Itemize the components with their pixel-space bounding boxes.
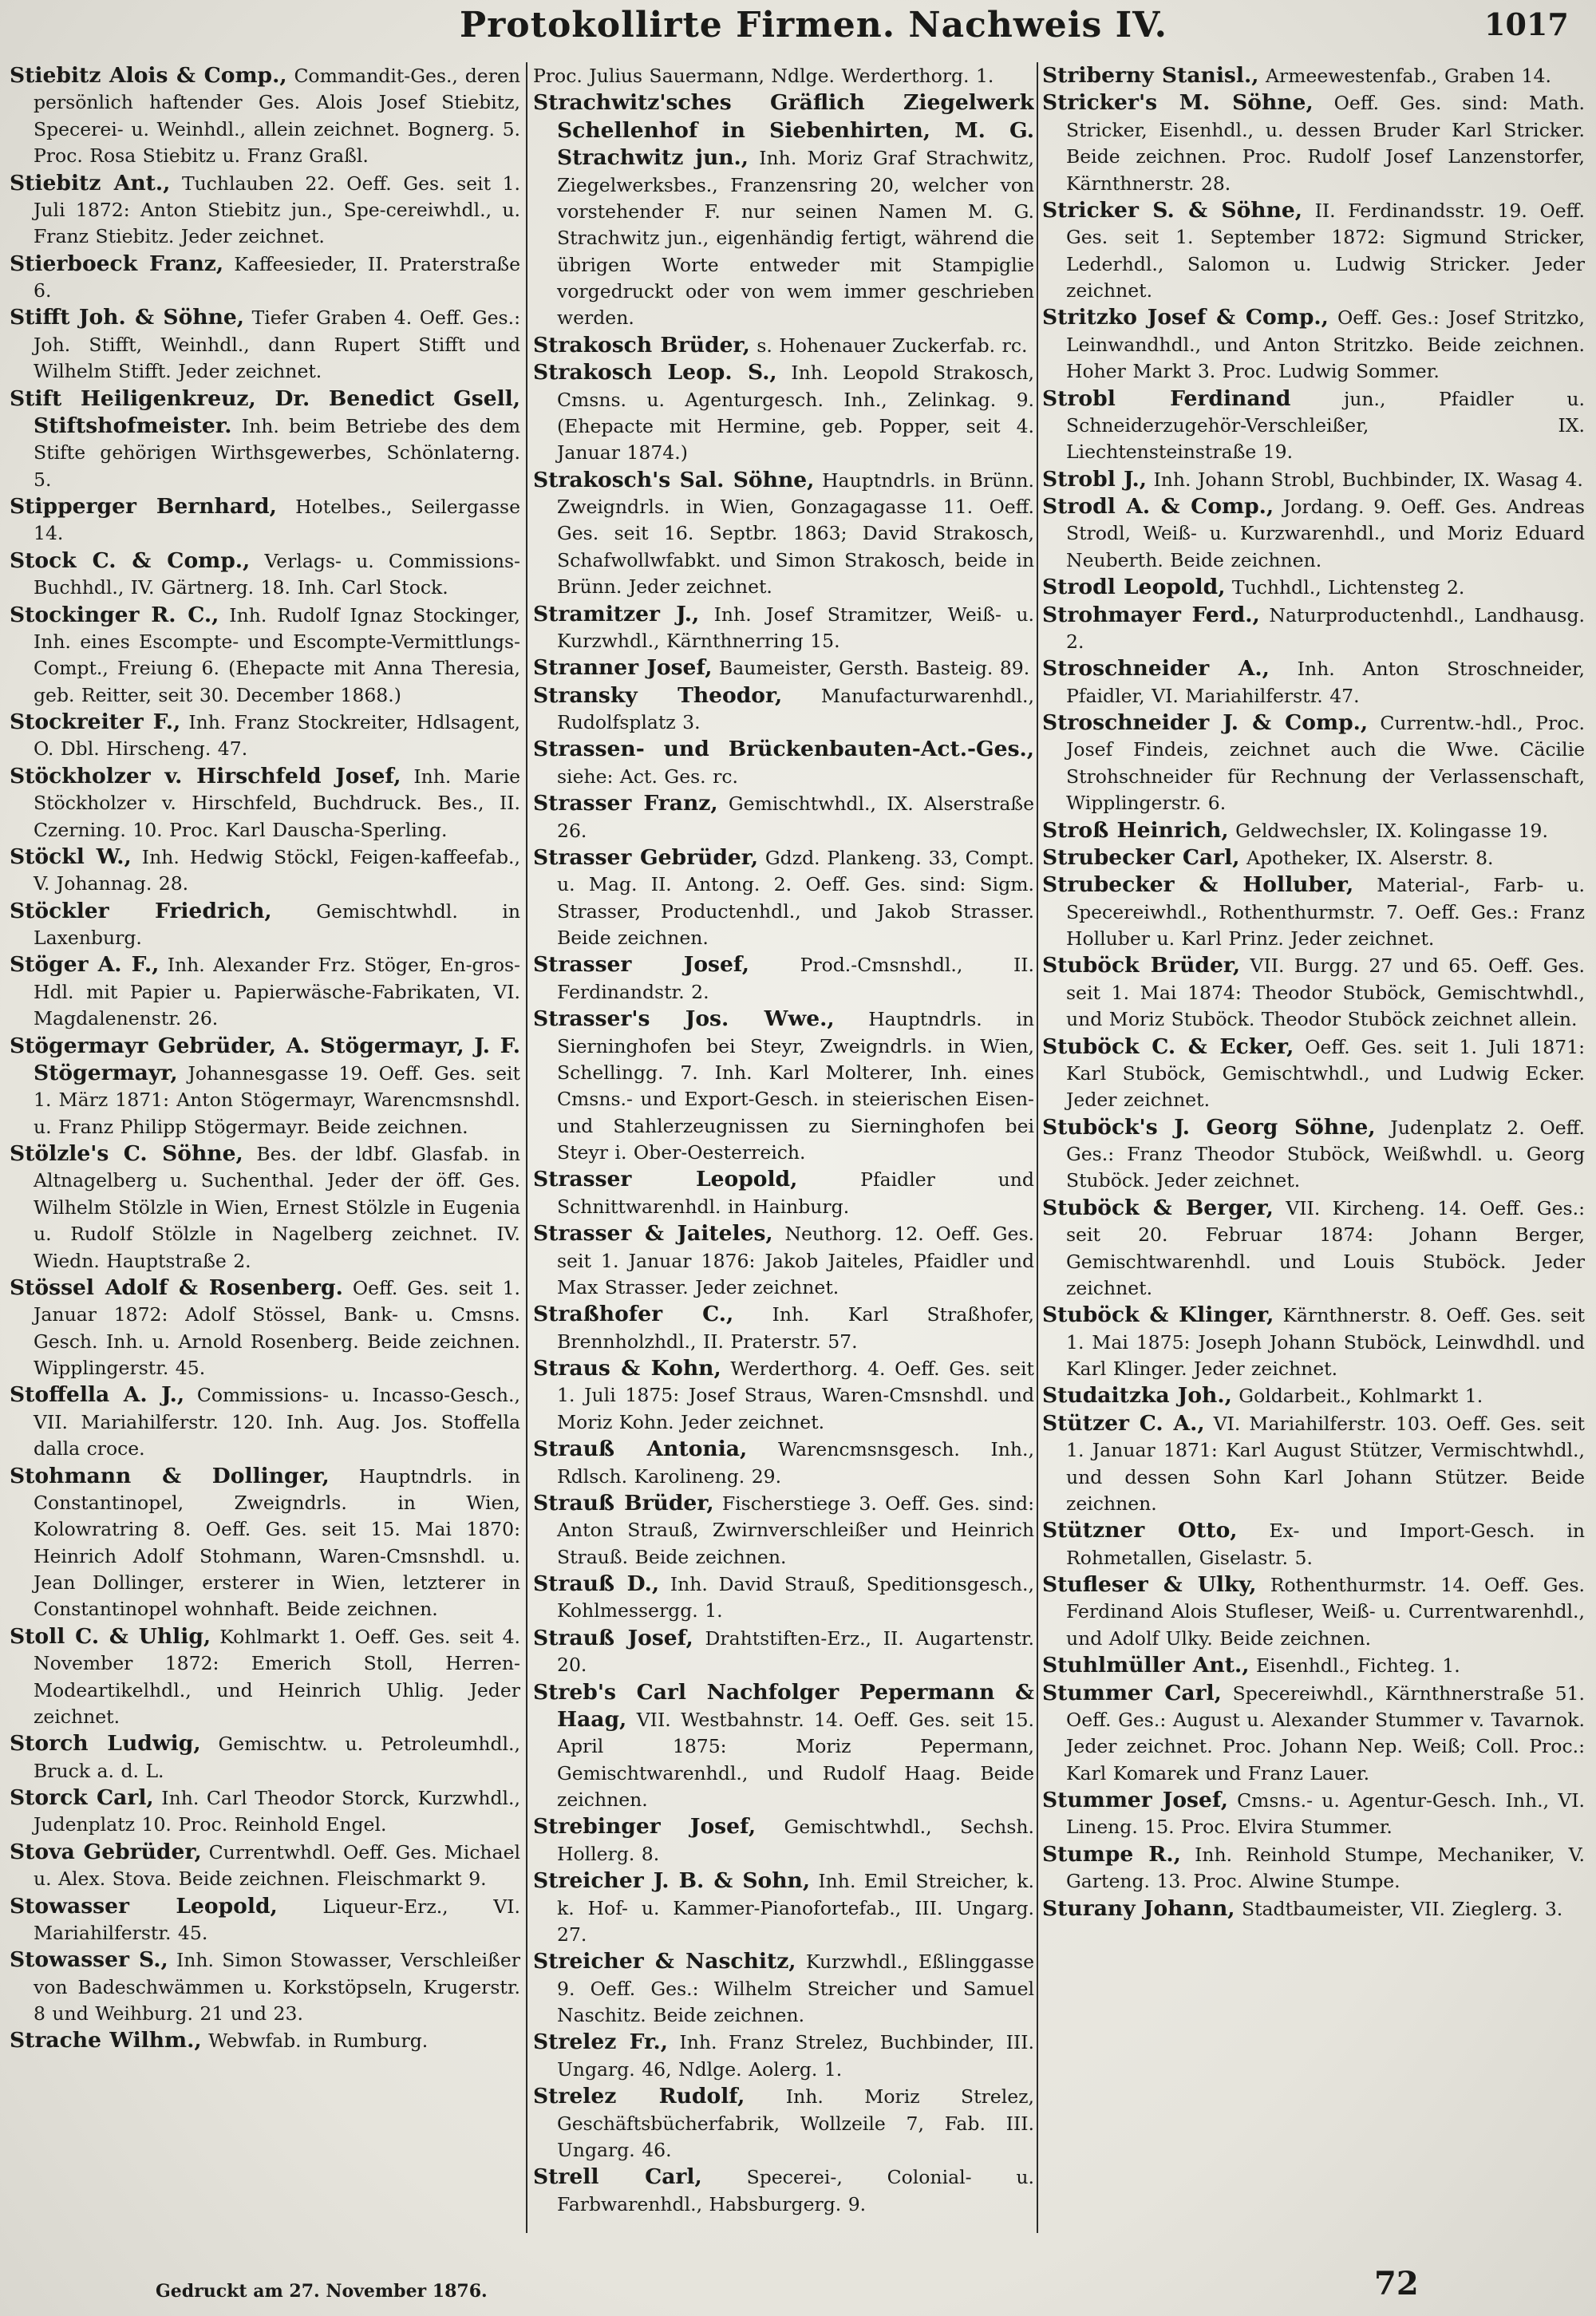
firm-details: Inh. Franz Strelez, Buchbinder, III. Ungarg. 46, Ndlge. Aolerg. 1.	[557, 2031, 1034, 2081]
firm-name: Stramitzer J.,	[533, 601, 700, 626]
firm-entry	[10, 385, 520, 494]
firm-name: Strelez Fr.,	[533, 2029, 668, 2055]
firm-name: Strohmayer Ferd.,	[1042, 602, 1260, 627]
firm-name: Strubecker & Holluber,	[1042, 872, 1354, 898]
firm-details: Drahtstiften-Erz., II. Augartenstr. 20.	[557, 1626, 1034, 1677]
firm-name: Strelez Rudolf,	[533, 2084, 745, 2109]
firm-entry	[533, 1355, 1034, 1436]
firm-details: Material-, Farb- u. Specereiwhdl., Rothenthurmstr. 7. Oeff. Ges.: Franz Holluber u. Karl Prinz. Jeder zeichnet.	[1066, 874, 1585, 950]
print-date: Gedruckt am 27. November 1876.	[156, 2281, 488, 2302]
firm-details: Commandit-Ges., deren persönlich haftender Ges. Alois Josef Stiebitz, Specerei- u. Weinhdl., allein zeichnet. Bognerg. 5. Proc. Rosa Stiebitz u. Franz Graßl.	[34, 65, 520, 168]
firm-details: Gemischtwhdl. in Laxenburg.	[34, 899, 520, 949]
firm-entry	[1042, 817, 1585, 844]
firm-name: Strell Carl,	[533, 2164, 702, 2190]
firm-name: Stiebitz Alois & Comp.,	[10, 63, 287, 88]
firm-entry	[1042, 197, 1585, 305]
firm-entry	[1042, 1195, 1585, 1302]
firm-name: Stölzle's C. Söhne,	[10, 1141, 243, 1166]
firm-entry	[533, 1813, 1034, 1867]
firm-name: Stohmann & Dollinger,	[10, 1463, 330, 1488]
firm-name: Stowasser Leopold,	[10, 1893, 278, 1919]
firm-details: Gdzd. Plankeng. 33, Compt. u. Mag. II. Antong. 2. Oeff. Ges. sind: Sigm. Strasser, Productenhdl., und Jakob Strasser. Beide zeichnen.	[557, 846, 1034, 949]
firm-details: Proc. Julius Sauermann, Ndlge. Werderthorg. 1.	[533, 65, 994, 87]
firm-name: Stöckl W.,	[10, 844, 132, 869]
firm-details: Oeff. Ges.: Josef Stritzko, Leinwandhdl., und Anton Stritzko. Beide zeichnen. Hoher Markt 3. Proc. Ludwig Sommer.	[1066, 306, 1585, 383]
firm-entry	[10, 1623, 520, 1731]
firm-name: Stricker's M. Söhne,	[1042, 90, 1314, 116]
firm-entry	[1042, 466, 1585, 493]
firm-entry	[1042, 1410, 1585, 1518]
firm-name: Strobl J.,	[1042, 466, 1147, 492]
firm-entry	[533, 682, 1034, 737]
firm-details: s. Hohenauer Zuckerfab. rc.	[757, 334, 1028, 357]
firm-name: Stipperger Bernhard,	[10, 494, 277, 519]
firm-details: Webwfab. in Rumburg.	[208, 2029, 429, 2053]
firm-details: Ex- und Import-Gesch. in Rohmetallen, Giselastr. 5.	[1066, 1520, 1585, 1569]
firm-entry	[533, 601, 1034, 655]
firm-name: Stowasser S.,	[10, 1947, 168, 1973]
firm-name: Stockinger R. C.,	[10, 602, 219, 627]
firm-details: jun., Pfaidler u. Schneiderzugehör-Verschleißer, IX. Liechtensteinstraße 19.	[1066, 387, 1585, 464]
firm-entry	[533, 1166, 1034, 1220]
firm-details: Inh. Alexander Frz. Stöger, En-gros-Hdl. mit Papier u. Papierwäsche-Fabrikaten, VI. Magdalenenstr. 26.	[34, 954, 520, 1030]
firm-details: Gemischtw. u. Petroleumhdl., Bruck a. d. L.	[34, 1733, 520, 1782]
firm-details: Specereiwhdl., Kärnthnerstraße 51. Oeff. Ges.: August u. Alexander Stummer v. Tavarnok. Jeder zeichnet. Proc. Johann Nep. Weiß; Coll. Proc.: Karl Komarek und Franz Lauer.	[1066, 1682, 1585, 1784]
firm-details: Gemischtwhdl., IX. Alserstraße 26.	[557, 792, 1034, 842]
firm-details: Inh. Anton Stroschneider, Pfaidler, VI. Mariahilferstr. 47.	[1066, 658, 1585, 707]
firm-entry	[533, 1948, 1034, 2029]
firm-details: Inh. Emil Streicher, k. k. Hof- u. Kammer-Pianofortefab., III. Ungarg. 27.	[557, 1870, 1034, 1946]
firm-details: Inh. Marie Stöckholzer v. Hirschfeld, Buchdruck. Bes., II. Czerning. 10. Proc. Karl Dauscha-Sperling.	[34, 765, 520, 841]
firm-name: Stumpe R.,	[1042, 1841, 1181, 1867]
firm-entry	[533, 1006, 1034, 1166]
firm-name: Stützer C. A.,	[1042, 1410, 1205, 1436]
firm-entry	[1042, 1680, 1585, 1788]
firm-entry	[10, 170, 520, 251]
column-3	[1042, 62, 1585, 2233]
firm-details: Inh. Rudolf Ignaz Stockinger, Inh. eines Escompte- und Escompte-Vermittlungs-Compt., Freiung 6. (Ehepacte mit Anna Theresia, geb. Reitter, seit 30. December 1868.)	[34, 603, 520, 706]
firm-details: Kaffeesieder, II. Praterstraße 6.	[34, 252, 520, 302]
firm-entry	[10, 251, 520, 305]
firm-details: Oeff. Ges. sind: Math. Stricker, Eisenhdl., u. dessen Bruder Karl Stricker. Beide zeichnen. Proc. Rudolf Josef Lanzenstorfer, Kärnthnerstr. 28.	[1066, 92, 1585, 195]
firm-name: Strodl A. & Comp.,	[1042, 494, 1274, 519]
firm-details: Werderthorg. 4. Oeff. Ges. seit 1. Juli 1875: Josef Straus, Waren-Cmsnshdl. und Moriz Kohn. Jeder zeichnet.	[557, 1358, 1034, 1433]
firm-details: Hotelbes., Seilergasse 14.	[34, 496, 520, 545]
firm-name: Studaitzka Joh.,	[1042, 1383, 1232, 1409]
firm-entry	[533, 844, 1034, 952]
firm-name: Streicher J. B. & Sohn,	[533, 1868, 811, 1894]
firm-name: Stuböck's J. Georg Söhne,	[1042, 1114, 1376, 1140]
firm-name: Stockreiter F.,	[10, 709, 181, 734]
firm-details: Kurzwhdl., Eßlinggasse 9. Oeff. Ges.: Wilhelm Streicher und Samuel Naschitz. Beide zeichnen.	[557, 1950, 1034, 2026]
firm-entry	[1042, 844, 1585, 871]
page-header	[0, 0, 1596, 49]
firm-name: Strasser Leopold,	[533, 1167, 798, 1192]
firm-entry	[533, 1679, 1034, 1814]
firm-details: Commissions- u. Incasso-Gesch., VII. Mariahilferstr. 120. Inh. Aug. Jos. Stoffella dalla croce.	[34, 1384, 520, 1460]
firm-entry	[10, 1463, 520, 1623]
firm-name: Stögermayr Gebrüder, A. Stögermayr, J. F. Stögermayr,	[10, 1033, 520, 1085]
firm-name: Straus & Kohn,	[533, 1356, 721, 1381]
firm-details: Neuthorg. 12. Oeff. Ges. seit 1. Januar 1876: Jakob Jaiteles, Pfaidler und Max Strasser. Jeder zeichnet.	[557, 1223, 1034, 1298]
firm-details: II. Ferdinandsstr. 19. Oeff. Ges. seit 1. September 1872: Sigmund Stricker, Lederhdl., Salomon u. Ludwig Stricker. Jeder zeichnet.	[1066, 199, 1585, 302]
firm-details: Baumeister, Gersth. Basteig. 89.	[719, 657, 1030, 680]
firm-name: Strakosch Leop. S.,	[533, 360, 777, 385]
firm-details: Johannesgasse 19. Oeff. Ges. seit 1. März 1871: Anton Stögermayr, Warencmsnshdl. u. Franz Philipp Stögermayr. Beide zeichnen.	[34, 1061, 520, 1138]
firm-details: Currentw.-hdl., Proc. Josef Findeis, zeichnet auch die Wwe. Cäcilie Strohschneider für Rechnung der Verlassenschaft, Wipplingerstr. 6.	[1066, 712, 1585, 815]
firm-entry	[10, 304, 520, 385]
firm-entry	[533, 1301, 1034, 1355]
firm-details: Rothenthurmstr. 14. Oeff. Ges. Ferdinand Alois Stufleser, Weiß- u. Currentwarenhdl., und Adolf Ulky. Beide zeichnen.	[1066, 1574, 1585, 1650]
firm-details: Tuchhdl., Lichtensteg 2.	[1231, 576, 1465, 599]
firm-details: Bes. der ldbf. Glasfab. in Altnagelberg u. Suchenthal. Jeder der öff. Ges. Wilhelm Stölzle in Wien, Ernest Stölzle in Eugenia u. Rudolf Stölzle in Nagelberg zeichnet. IV. Wiedn. Hauptstraße 2.	[34, 1143, 520, 1272]
firm-details: Liqueur-Erz., VI. Mariahilferstr. 45.	[34, 1895, 520, 1944]
firm-details: Oeff. Ges. seit 1. Juli 1871: Karl Stuböck, Gemischtwhdl., und Ludwig Ecker. Jeder zeichnet.	[1066, 1035, 1585, 1112]
firm-entry	[10, 1946, 520, 2027]
firm-details: VII. Burgg. 27 und 65. Oeff. Ges. seit 1. Mai 1874: Theodor Stuböck, Gemischtwhdl., und Moriz Stuböck. Theodor Stuböck zeichnet allein.	[1066, 954, 1585, 1031]
firm-details: Geldwechsler, IX. Kolingasse 19.	[1235, 819, 1548, 842]
firm-details: siehe: Act. Ges. rc.	[557, 765, 738, 788]
firm-entry	[10, 1730, 520, 1784]
firm-name: Stritzko Josef & Comp.,	[1042, 305, 1329, 330]
firm-entry	[1042, 1841, 1585, 1895]
firm-name: Stock C. & Comp.,	[10, 547, 251, 573]
firm-details: Inh. Karl Straßhofer, Brennholzhdl., II. Praterstr. 57.	[557, 1303, 1034, 1353]
firm-name: Strasser's Jos. Wwe.,	[533, 1006, 835, 1032]
firm-name: Strubecker Carl,	[1042, 844, 1240, 870]
firm-name: Stummer Carl,	[1042, 1680, 1222, 1705]
firm-name: Stranner Josef,	[533, 655, 713, 681]
firm-name: Strakosch's Sal. Söhne,	[533, 467, 815, 492]
firm-entry	[1042, 62, 1585, 89]
column-2	[533, 62, 1034, 2233]
firm-details: Kohlmarkt 1. Oeff. Ges. seit 4. November 1872: Emerich Stoll, Herren-Modeartikelhdl., und Heinrich Uhlig. Jeder zeichnet.	[34, 1625, 520, 1728]
firm-entry	[10, 493, 520, 547]
firm-entry	[533, 332, 1034, 359]
firm-details: Apotheker, IX. Alserstr. 8.	[1246, 846, 1494, 869]
firm-details: Jordang. 9. Oeff. Ges. Andreas Strodl, Weiß- u. Kurzwarenhdl., und Moriz Eduard Neuberth. Beide zeichnen.	[1066, 496, 1585, 571]
firm-details: Inh. Hedwig Stöckl, Feigen-kaffeefab., V. Johannag. 28.	[34, 845, 520, 895]
firm-details: Stadtbaumeister, VII. Zieglerg. 3.	[1242, 1897, 1563, 1920]
firm-name: Stierboeck Franz,	[10, 251, 224, 276]
firm-name: Stroschneider A.,	[1042, 656, 1270, 682]
firm-details: Inh. Moriz Strelez, Geschäftsbücherfabrik, Wollzeile 7, Fab. III. Ungarg. 46.	[557, 2085, 1034, 2161]
firm-name: Stuböck Brüder,	[1042, 953, 1241, 978]
firm-details: VI. Mariahilferstr. 103. Oeff. Ges. seit 1. Januar 1871: Karl August Stützer, Vermischtwhdl., und dessen Sohn Karl Johann Stützer. Beide zeichnen.	[1066, 1412, 1585, 1515]
firm-name: Strasser Gebrüder,	[533, 844, 759, 870]
firm-name: Streb's Carl Nachfolger Pepermann & Haag,	[533, 1679, 1034, 1732]
firm-entry	[10, 62, 520, 170]
firm-name: Stroß Heinrich,	[1042, 817, 1229, 843]
firm-details: Inh. David Strauß, Speditionsgesch., Kohlmessergg. 1.	[557, 1573, 1034, 1622]
column-divider	[1037, 62, 1038, 2233]
firm-entry	[533, 1436, 1034, 1490]
firm-details: Judenplatz 2. Oeff. Ges.: Franz Theodor Stuböck, Weißwhdl. u. Georg Stuböck. Jeder zeichnet.	[1066, 1116, 1585, 1192]
firm-details: Cmsns.- u. Agentur-Gesch. Inh., VI. Lineng. 15. Proc. Elvira Stummer.	[1066, 1789, 1585, 1839]
firm-name: Stransky Theodor,	[533, 682, 783, 708]
firm-details: Inh. Simon Stowasser, Verschleißer von Badeschwämmen u. Korkstöpseln, Krugerstr. 8 und Weihburg. 21 und 23.	[34, 1949, 520, 2025]
firm-name: Stoll C. & Uhlig,	[10, 1623, 211, 1649]
firm-name: Strakosch Brüder,	[533, 332, 750, 358]
firm-details: Inh. Carl Theodor Storck, Kurzwhdl., Judenplatz 10. Proc. Reinhold Engel.	[34, 1787, 520, 1836]
firm-details: Hauptndrls. in Sierninghofen bei Steyr, Zweigndrls. in Wien, Schellingg. 7. Inh. Karl Molterer, Inh. eines Cmsns.- und Export-Gesch. in steierischen Eisen- und Stahlerzeugnissen zu Sierninghofen bei Steyr i. Ober-Oesterreich.	[557, 1008, 1034, 1164]
firm-name: Stiebitz Ant.,	[10, 170, 171, 196]
firm-entry	[10, 602, 520, 709]
firm-name: Strauß Antonia,	[533, 1437, 748, 1462]
firm-entry	[1042, 655, 1585, 709]
firm-details: Verlags- u. Commissions-Buchhdl., IV. Gärtnerg. 18. Inh. Carl Stock.	[34, 549, 520, 599]
firm-entry	[533, 1625, 1034, 1679]
firm-entry	[10, 709, 520, 763]
firm-entry	[1042, 1114, 1585, 1195]
firm-name: Stroschneider J. & Comp.,	[1042, 710, 1369, 735]
firm-name: Strauß Josef,	[533, 1625, 693, 1650]
firm-name: Stricker S. & Söhne,	[1042, 197, 1303, 223]
firm-details: Currentwhdl. Oeff. Ges. Michael u. Alex. Stova. Beide zeichnen. Fleischmarkt 9.	[34, 1840, 520, 1891]
firm-details: Inh. Johann Strobl, Buchbinder, IX. Wasag 4.	[1153, 468, 1583, 491]
firm-details: Hauptndrls. in Brünn. Zweigndrls. in Wien, Gonzagagasse 11. Oeff. Ges. seit 16. Septbr. 1863; David Strakosch, Schafwollwfabkt. und Simon Strakosch, beide in Brünn. Jeder zeichnet.	[557, 468, 1034, 599]
firm-name: Stöckholzer v. Hirschfeld Josef,	[10, 763, 401, 788]
firm-entry	[1042, 1302, 1585, 1382]
firm-entry	[533, 951, 1034, 1006]
firm-entry	[533, 2029, 1034, 2083]
firm-name: Strachwitz'sches Gräflich Ziegelwerk Schellenhof in Siebenhirten, M. G. Strachwitz jun.,	[533, 90, 1034, 171]
firm-entry	[10, 1140, 520, 1275]
firm-entry	[10, 898, 520, 952]
firm-entry	[1042, 1787, 1585, 1841]
firm-details: Hauptndrls. in Constantinopel, Zweigndrls. in Wien, Kolowratring 8. Oeff. Ges. seit 15. Mai 1870: Heinrich Adolf Stohmann, Waren-Cmsnshdl. u. Jean Dollinger, ersterer in Wien, letzterer in Constantinopel wohnhaft. Beide zeichnen.	[34, 1464, 520, 1621]
firm-entry	[1042, 1382, 1585, 1409]
firm-entry	[533, 1867, 1034, 1948]
firm-entry	[1042, 89, 1585, 197]
firm-name: Stuhlmüller Ant.,	[1042, 1653, 1250, 1678]
firm-details: Tuchlauben 22. Oeff. Ges. seit 1. Juli 1872: Anton Stiebitz jun., Spe-cereiwhdl., u. Franz Stiebitz. Jeder zeichnet.	[34, 172, 520, 248]
firm-details: Specerei-, Colonial- u. Farbwarenhdl., Habsburgerg. 9.	[557, 2166, 1034, 2215]
firm-entry	[1042, 1571, 1585, 1652]
firm-entry	[1042, 1517, 1585, 1571]
firm-entry	[10, 844, 520, 898]
firm-details: Warencmsnsgesch. Inh., Rdlsch. Karolineng. 29.	[557, 1438, 1034, 1488]
firm-name: Stova Gebrüder,	[10, 1839, 202, 1864]
firm-entry	[1042, 1034, 1585, 1114]
firm-name: Stuböck C. & Ecker,	[1042, 1034, 1294, 1059]
firm-entry	[533, 790, 1034, 844]
firm-entry	[1042, 871, 1585, 952]
firm-entry	[1042, 385, 1585, 466]
firm-entry	[10, 1893, 520, 1947]
firm-entry	[1042, 602, 1585, 656]
firm-entry	[10, 763, 520, 844]
firm-entry	[10, 1784, 520, 1839]
firm-entry	[10, 951, 520, 1032]
firm-entry	[533, 359, 1034, 467]
firm-details: Inh. Franz Stockreiter, Hdlsagent, O. Dbl. Hirscheng. 47.	[34, 711, 520, 761]
firm-entry	[10, 547, 520, 602]
firm-entry	[533, 1571, 1034, 1625]
column-divider	[526, 62, 527, 2233]
firm-name: Straßhofer C.,	[533, 1302, 734, 1327]
firm-details: Kärnthnerstr. 8. Oeff. Ges. seit 1. Mai 1875: Joseph Johann Stuböck, Leinwdhdl. und Karl Klinger. Jeder zeichnet.	[1066, 1304, 1585, 1380]
firm-name: Strasser Franz,	[533, 791, 718, 816]
column-1	[10, 62, 520, 2233]
firm-name: Strobl Ferdinand	[1042, 385, 1291, 411]
firm-name: Strauß Brüder,	[533, 1490, 714, 1516]
firm-name: Stummer Josef,	[1042, 1788, 1228, 1812]
firm-entry	[533, 2083, 1034, 2164]
firm-name: Strebinger Josef,	[533, 1814, 757, 1840]
firm-entry	[533, 2164, 1034, 2218]
firm-entry	[10, 1275, 520, 1382]
firm-details: Eisenhdl., Fichteg. 1.	[1255, 1654, 1460, 1678]
firm-name: Sturany Johann,	[1042, 1895, 1235, 1921]
firm-name: Stöckler Friedrich,	[10, 898, 272, 923]
firm-name: Storck Carl,	[10, 1785, 154, 1810]
firm-details: VII. Kircheng. 14. Oeff. Ges.: seit 20. Februar 1874: Johann Berger, Gemischtwarenhdl. und Louis Stuböck. Jeder zeichnet.	[1066, 1196, 1585, 1299]
firm-entry	[10, 1033, 520, 1141]
firm-name: Stift Heiligenkreuz, Dr. Benedict Gsell, Stiftshofmeister.	[10, 385, 520, 438]
firm-details: Armeewestenfab., Graben 14.	[1265, 65, 1551, 87]
sheet-number: 72	[1374, 2265, 1419, 2302]
firm-details: Fischerstiege 3. Oeff. Ges. sind: Anton Strauß, Zwirnverschleißer und Heinrich Strauß. Beide zeichnen.	[557, 1492, 1034, 1568]
firm-name: Streicher & Naschitz,	[533, 1949, 796, 1974]
firm-entry	[1042, 1652, 1585, 1679]
firm-details: Oeff. Ges. seit 1. Januar 1872: Adolf Stössel, Bank- u. Cmsns. Gesch. Inh. u. Arnold Rosenberg. Beide zeichnen. Wipplingerstr. 45.	[34, 1276, 520, 1379]
firm-entry	[533, 736, 1034, 790]
firm-entry	[533, 654, 1034, 682]
firm-details: Inh. Reinhold Stumpe, Mechaniker, V. Garteng. 13. Proc. Alwine Stumpe.	[1066, 1843, 1585, 1893]
firm-details: Pfaidler und Schnittwarenhdl. in Hainburg.	[557, 1168, 1034, 1218]
firm-details: Gemischtwhdl., Sechsh. Hollerg. 8.	[557, 1816, 1034, 1865]
firm-entry	[10, 2027, 520, 2054]
page-number: 1017	[1484, 6, 1569, 42]
firm-name: Strodl Leopold,	[1042, 575, 1226, 600]
firm-entry	[1042, 952, 1585, 1033]
firm-details: Inh. beim Betriebe des dem Stifte gehörigen Wirthsgewerbes, Schönlaterng. 5.	[34, 414, 520, 491]
firm-name: Strasser Josef,	[533, 952, 749, 978]
firm-details: Naturproductenhdl., Landhausg. 2.	[1066, 603, 1585, 653]
firm-details: Inh. Moriz Graf Strachwitz, Ziegelwerksbes., Franzensring 20, welcher von vorstehender F. nur seinen Namen M. G. Strachwitz jun., eigenhändig fertigt, während die übrigen Worte entweder mit Stampiglie vorgedruckt oder von wem immer geschrieben werden.	[557, 147, 1034, 330]
firm-name: Strache Wilhm.,	[10, 2028, 202, 2053]
firm-entry	[1042, 1895, 1585, 1923]
firm-details: Inh. Josef Stramitzer, Weiß- u. Kurzwhdl., Kärnthnerring 15.	[557, 603, 1034, 652]
firm-name: Stoffella A. J.,	[10, 1382, 185, 1408]
firm-entry	[1042, 493, 1585, 574]
firm-entry	[533, 1490, 1034, 1571]
firm-name: Stützner Otto,	[1042, 1518, 1238, 1543]
page-title: Protokollirte Firmen. Nachweis IV.	[460, 5, 1167, 45]
firm-entry	[1042, 574, 1585, 601]
firm-entry	[533, 89, 1034, 331]
firm-entry	[1042, 709, 1585, 817]
firm-name: Stuböck & Klinger,	[1042, 1302, 1274, 1328]
firm-name: Strauß D.,	[533, 1571, 660, 1596]
firm-name: Storch Ludwig,	[10, 1731, 201, 1757]
firm-entry	[533, 1220, 1034, 1301]
firm-details: Inh. Leopold Strakosch, Cmsns. u. Agenturgesch. Inh., Zelinkag. 9. (Ehepacte mit Hermine, geb. Popper, seit 4. Januar 1874.)	[557, 362, 1034, 464]
firm-details: Manufacturwarenhdl., Rudolfsplatz 3.	[557, 684, 1034, 733]
firm-details: Tiefer Graben 4. Oeff. Ges.: Joh. Stifft, Weinhdl., dann Rupert Stifft und Wilhelm Stifft. Jeder zeichnet.	[34, 306, 520, 383]
firm-name: Striberny Stanisl.,	[1042, 63, 1259, 88]
firm-entry	[533, 467, 1034, 601]
firm-name: Strasser & Jaiteles,	[533, 1221, 773, 1247]
firm-name: Stöger A. F.,	[10, 952, 160, 978]
firm-name: Stössel Adolf & Rosenberg.	[10, 1275, 343, 1300]
firm-name: Strassen- und Brückenbauten-Act.-Ges.,	[533, 737, 1034, 762]
firm-details: VII. Westbahnstr. 14. Oeff. Ges. seit 15. April 1875: Moriz Pepermann, Gemischtwarenhdl., und Rudolf Haag. Beide zeichnen.	[557, 1708, 1034, 1811]
firm-name: Stufleser & Ulky,	[1042, 1572, 1257, 1597]
firm-entry	[10, 1381, 520, 1462]
firm-details: Prod.-Cmsnshdl., II. Ferdinandstr. 2.	[557, 954, 1034, 1003]
firm-entry	[533, 62, 1034, 89]
firm-name: Stuböck & Berger,	[1042, 1195, 1274, 1220]
firm-entry	[10, 1839, 520, 1893]
firm-name: Stifft Joh. & Söhne,	[10, 305, 245, 330]
firm-details: Goldarbeit., Kohlmarkt 1.	[1238, 1385, 1483, 1408]
firm-entry	[1042, 304, 1585, 385]
